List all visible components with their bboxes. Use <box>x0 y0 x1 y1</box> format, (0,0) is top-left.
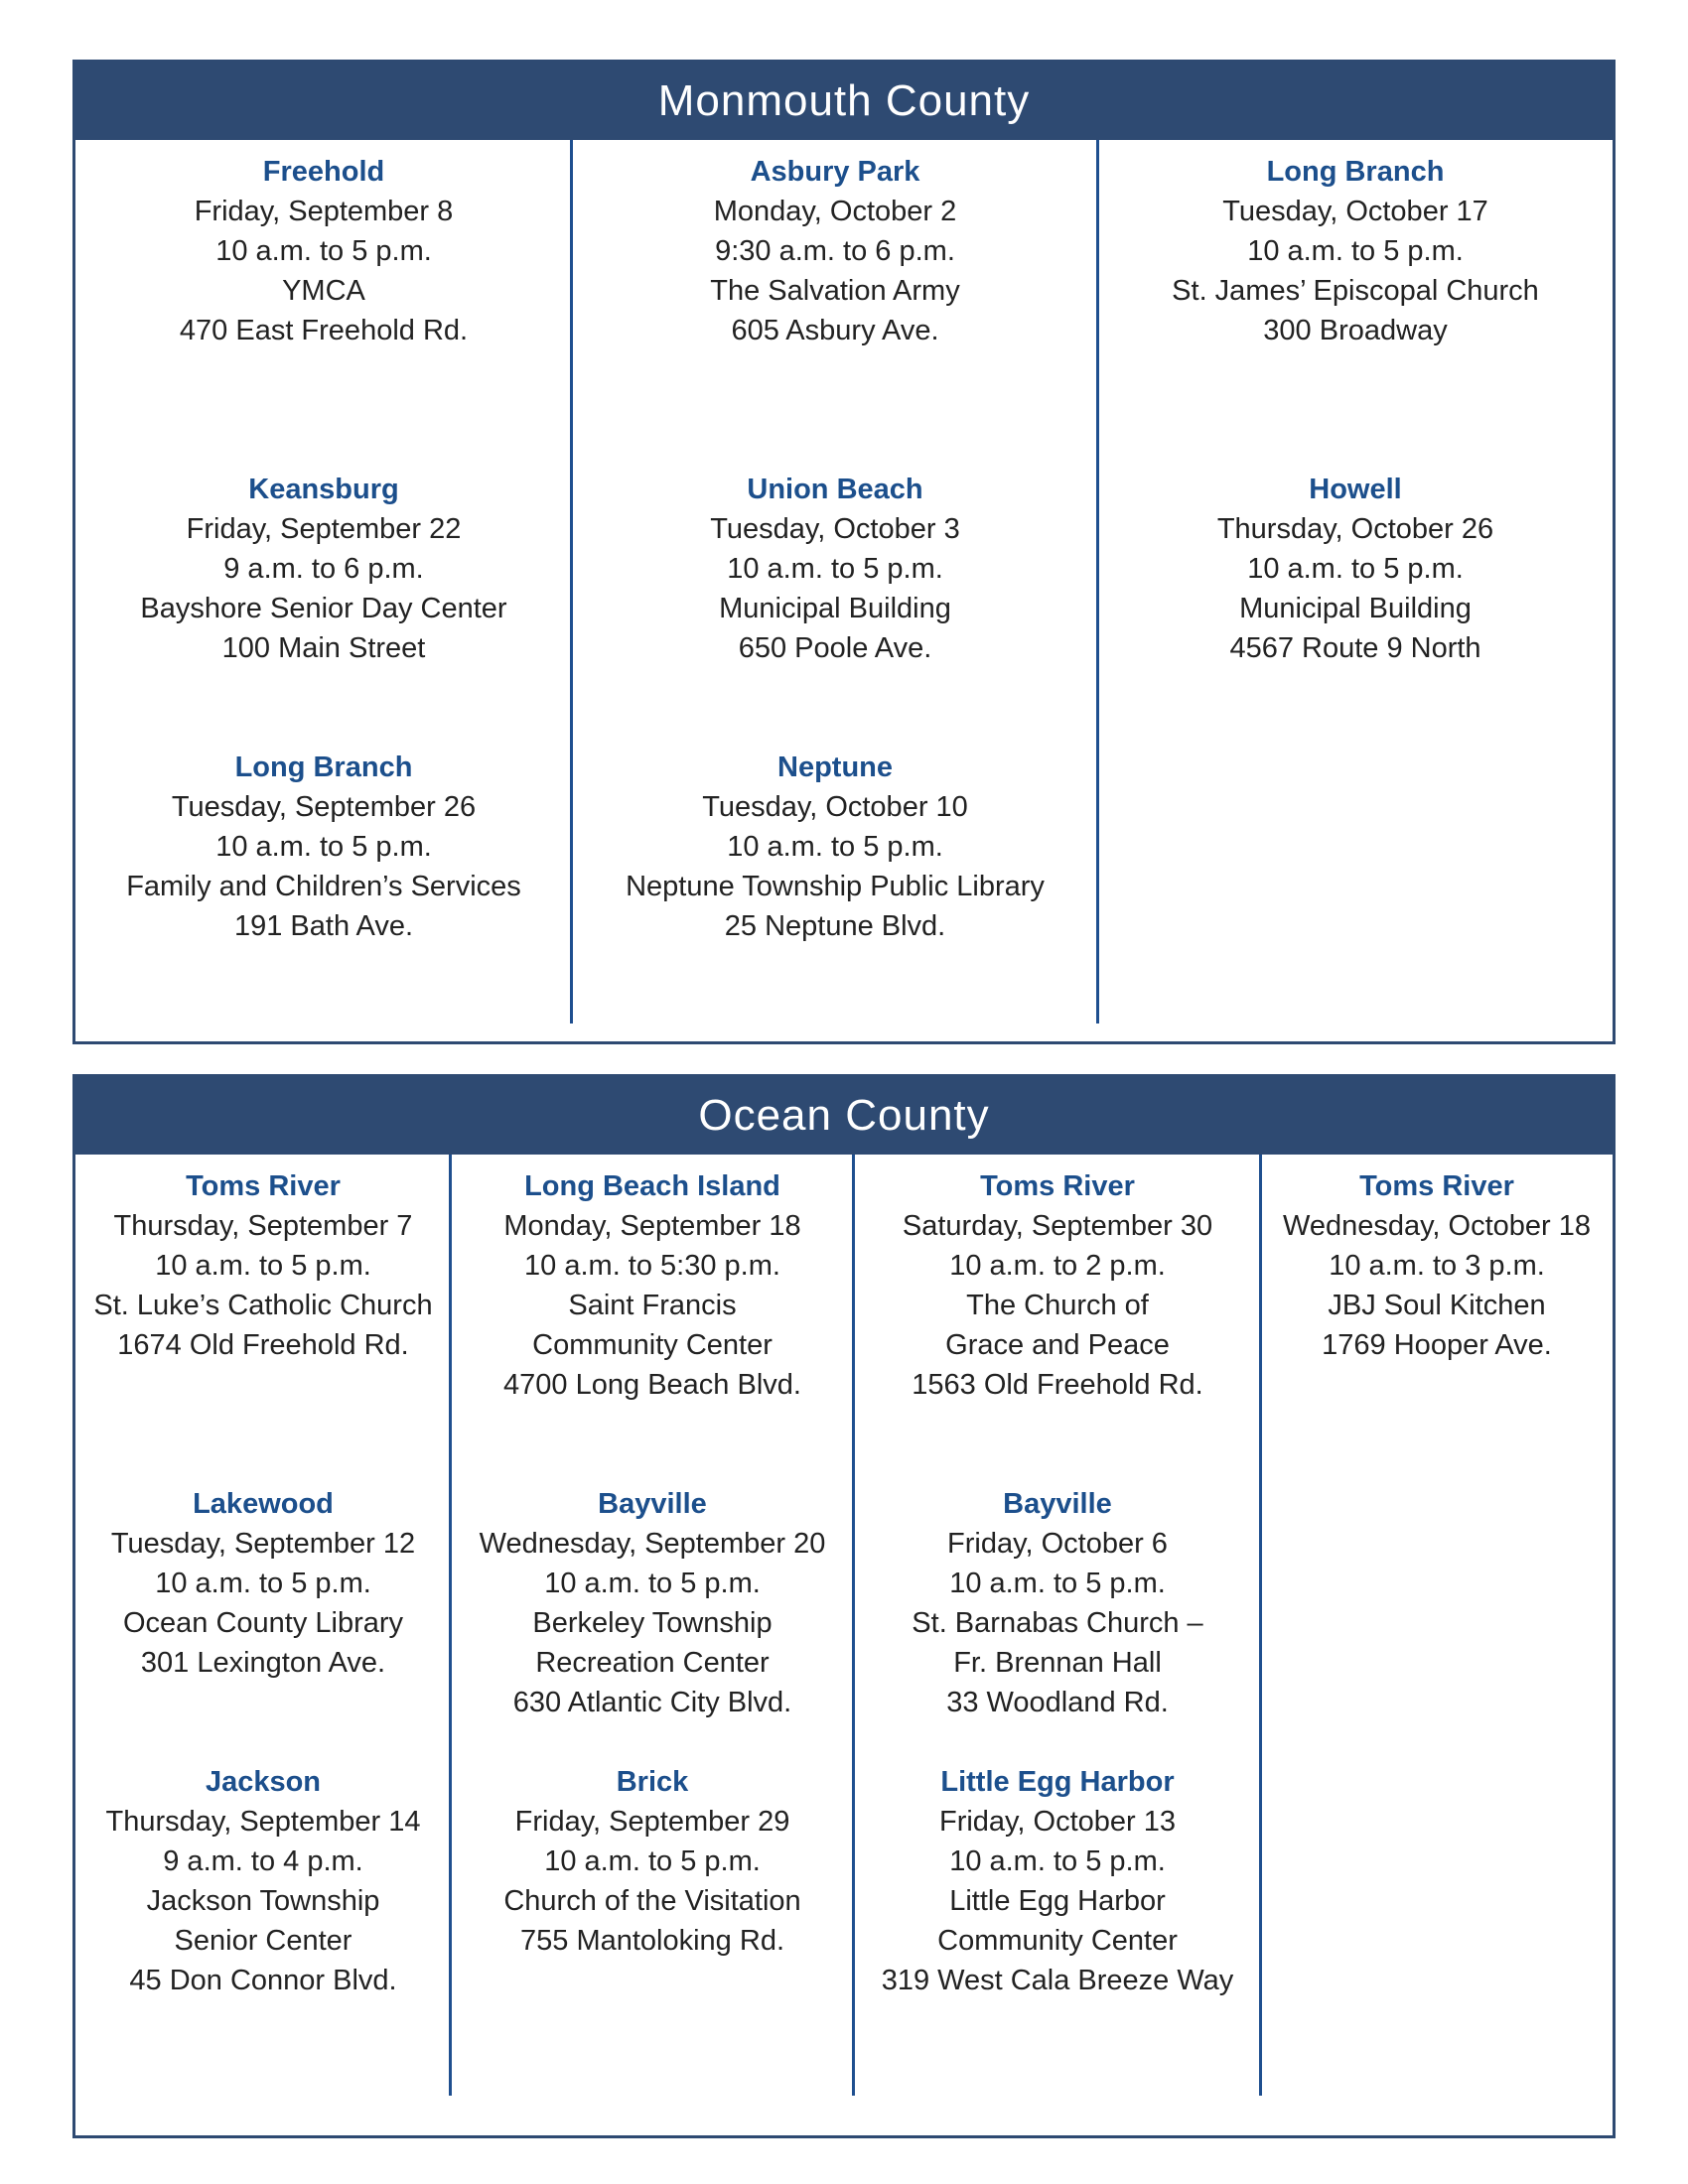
event-city: Long Branch <box>234 751 413 783</box>
monmouth-column <box>75 140 572 1041</box>
event-detail-line: 10 a.m. to 2 p.m. <box>949 1250 1166 1282</box>
event-detail-line: Monday, September 18 <box>503 1210 801 1242</box>
event-detail-line: 4700 Long Beach Blvd. <box>503 1369 801 1401</box>
event-detail-line: 755 Mantoloking Rd. <box>520 1925 784 1957</box>
event-entry <box>75 1762 451 2000</box>
event-detail-line: St. Barnabas Church – <box>912 1607 1203 1639</box>
event-detail-line: 9 a.m. to 4 p.m. <box>163 1845 363 1877</box>
monmouth-column <box>1098 140 1613 1041</box>
event-city: Toms River <box>186 1170 341 1202</box>
event-detail-line: 10 a.m. to 5 p.m. <box>1247 235 1464 267</box>
event-entry <box>1098 152 1613 350</box>
event-city: Lakewood <box>193 1488 334 1520</box>
event-detail-line: Saint Francis <box>568 1290 737 1321</box>
event-detail-line: 10 a.m. to 5 p.m. <box>155 1568 371 1599</box>
event-entry <box>1261 1166 1613 1365</box>
event-detail-line: Municipal Building <box>719 593 951 624</box>
ocean-column <box>451 1155 854 2135</box>
event-city: Freehold <box>262 156 385 188</box>
event-detail-line: Thursday, October 26 <box>1216 513 1494 545</box>
event-detail-line: Tuesday, October 17 <box>1222 196 1488 227</box>
event-detail-line: 1674 Old Freehold Rd. <box>117 1329 409 1361</box>
event-detail-line: 10 a.m. to 5 p.m. <box>215 831 432 863</box>
event-detail-line: Tuesday, September 26 <box>171 791 477 823</box>
event-entry <box>451 1484 854 1722</box>
event-detail-line: Little Egg Harbor <box>949 1885 1166 1917</box>
event-detail-line: 10 a.m. to 5:30 p.m. <box>524 1250 780 1282</box>
event-city: Brick <box>616 1766 689 1798</box>
event-detail-line: 10 a.m. to 5 p.m. <box>949 1568 1166 1599</box>
event-city: Neptune <box>777 751 893 783</box>
event-detail-line: Friday, September 8 <box>194 196 454 227</box>
event-detail-line: 300 Broadway <box>1263 315 1448 346</box>
event-detail-line: 9 a.m. to 6 p.m. <box>223 553 424 585</box>
event-entry <box>75 1166 451 1365</box>
event-detail-line: Wednesday, September 20 <box>479 1528 826 1560</box>
event-detail-line: 100 Main Street <box>221 632 426 664</box>
event-city: Asbury Park <box>750 156 920 188</box>
event-detail-line: 319 West Cala Breeze Way <box>881 1965 1234 1996</box>
event-detail-line: Tuesday, October 3 <box>710 513 960 545</box>
event-city: Bayville <box>1003 1488 1112 1520</box>
event-entry <box>854 1166 1261 1405</box>
event-detail-line: 4567 Route 9 North <box>1229 632 1481 664</box>
monmouth-grid <box>75 140 1613 1041</box>
monmouth-section <box>72 60 1616 1044</box>
event-detail-line: 605 Asbury Ave. <box>731 315 939 346</box>
event-detail-line: Senior Center <box>174 1925 352 1957</box>
ocean-column <box>75 1155 451 2135</box>
event-detail-line: 10 a.m. to 5 p.m. <box>544 1568 761 1599</box>
event-city: Long Beach Island <box>524 1170 780 1202</box>
event-detail-line: 10 a.m. to 5 p.m. <box>155 1250 371 1282</box>
event-city: Howell <box>1309 474 1402 505</box>
event-detail-line: Thursday, September 7 <box>113 1210 413 1242</box>
event-detail-line: Family and Children’s Services <box>126 871 521 902</box>
event-entry <box>451 1166 854 1405</box>
event-detail-line: Ocean County Library <box>122 1607 404 1639</box>
event-detail-line: 1769 Hooper Ave. <box>1322 1329 1552 1361</box>
event-detail-line: 10 a.m. to 3 p.m. <box>1329 1250 1545 1282</box>
event-detail-line: Friday, October 13 <box>938 1806 1176 1838</box>
event-detail-line: Berkeley Township <box>532 1607 773 1639</box>
event-entry <box>451 1762 854 1961</box>
event-detail-line: YMCA <box>282 275 365 307</box>
event-detail-line: 470 East Freehold Rd. <box>179 315 469 346</box>
event-detail-line: 301 Lexington Ave. <box>140 1647 386 1679</box>
event-detail-line: 10 a.m. to 5 p.m. <box>1247 553 1464 585</box>
ocean-section <box>72 1074 1616 2138</box>
monmouth-title: Monmouth County <box>75 63 1613 140</box>
event-detail-line: 45 Don Connor Blvd. <box>129 1965 397 1996</box>
event-entry <box>75 470 572 668</box>
event-detail-line: 25 Neptune Blvd. <box>724 910 946 942</box>
event-detail-line: Tuesday, September 12 <box>110 1528 416 1560</box>
event-entry <box>75 748 572 946</box>
event-detail-line: Thursday, September 14 <box>105 1806 421 1838</box>
event-detail-line: 9:30 a.m. to 6 p.m. <box>715 235 955 267</box>
event-city: Jackson <box>205 1766 322 1798</box>
event-city: Keansburg <box>248 474 399 505</box>
event-detail-line: 10 a.m. to 5 p.m. <box>949 1845 1166 1877</box>
event-entry <box>572 152 1098 350</box>
event-detail-line: Friday, September 22 <box>186 513 462 545</box>
event-entry <box>572 470 1098 668</box>
event-city: Little Egg Harbor <box>940 1766 1175 1798</box>
event-city: Bayville <box>598 1488 707 1520</box>
event-detail-line: St. James’ Episcopal Church <box>1172 275 1539 307</box>
event-detail-line: The Church of <box>966 1290 1149 1321</box>
event-entry <box>1098 470 1613 668</box>
event-detail-line: 10 a.m. to 5 p.m. <box>727 553 943 585</box>
event-detail-line: Bayshore Senior Day Center <box>140 593 507 624</box>
event-detail-line: Jackson Township <box>146 1885 380 1917</box>
event-detail-line: Community Center <box>532 1329 773 1361</box>
event-detail-line: Church of the Visitation <box>503 1885 801 1917</box>
ocean-column <box>854 1155 1261 2135</box>
event-detail-line: 1563 Old Freehold Rd. <box>912 1369 1203 1401</box>
event-detail-line: 10 a.m. to 5 p.m. <box>544 1845 761 1877</box>
ocean-title: Ocean County <box>75 1077 1613 1155</box>
event-detail-line: Wednesday, October 18 <box>1282 1210 1592 1242</box>
event-detail-line: Friday, October 6 <box>947 1528 1168 1560</box>
event-detail-line: Community Center <box>937 1925 1178 1957</box>
event-detail-line: Neptune Township Public Library <box>626 871 1045 902</box>
event-detail-line: 10 a.m. to 5 p.m. <box>215 235 432 267</box>
monmouth-column <box>572 140 1098 1041</box>
event-city: Union Beach <box>747 474 923 505</box>
event-detail-line: 191 Bath Ave. <box>233 910 414 942</box>
event-city: Long Branch <box>1266 156 1445 188</box>
ocean-column <box>1261 1155 1613 2135</box>
event-detail-line: The Salvation Army <box>710 275 960 307</box>
event-detail-line: Grace and Peace <box>945 1329 1170 1361</box>
event-entry <box>854 1762 1261 2000</box>
event-entry <box>75 152 572 350</box>
event-detail-line: Monday, October 2 <box>713 196 957 227</box>
event-detail-line: Recreation Center <box>535 1647 770 1679</box>
event-entry <box>572 748 1098 946</box>
event-detail-line: 630 Atlantic City Blvd. <box>512 1687 792 1718</box>
ocean-grid <box>75 1155 1613 2135</box>
event-detail-line: 33 Woodland Rd. <box>946 1687 1169 1718</box>
event-entry <box>854 1484 1261 1722</box>
event-entry <box>75 1484 451 1683</box>
event-city: Toms River <box>980 1170 1135 1202</box>
event-detail-line: 10 a.m. to 5 p.m. <box>727 831 943 863</box>
event-detail-line: JBJ Soul Kitchen <box>1328 1290 1546 1321</box>
event-detail-line: Municipal Building <box>1239 593 1472 624</box>
event-detail-line: Fr. Brennan Hall <box>953 1647 1162 1679</box>
event-detail-line: Saturday, September 30 <box>902 1210 1213 1242</box>
event-detail-line: Tuesday, October 10 <box>702 791 968 823</box>
event-detail-line: Friday, September 29 <box>514 1806 790 1838</box>
event-detail-line: 650 Poole Ave. <box>738 632 932 664</box>
event-detail-line: St. Luke’s Catholic Church <box>93 1290 433 1321</box>
event-city: Toms River <box>1359 1170 1514 1202</box>
